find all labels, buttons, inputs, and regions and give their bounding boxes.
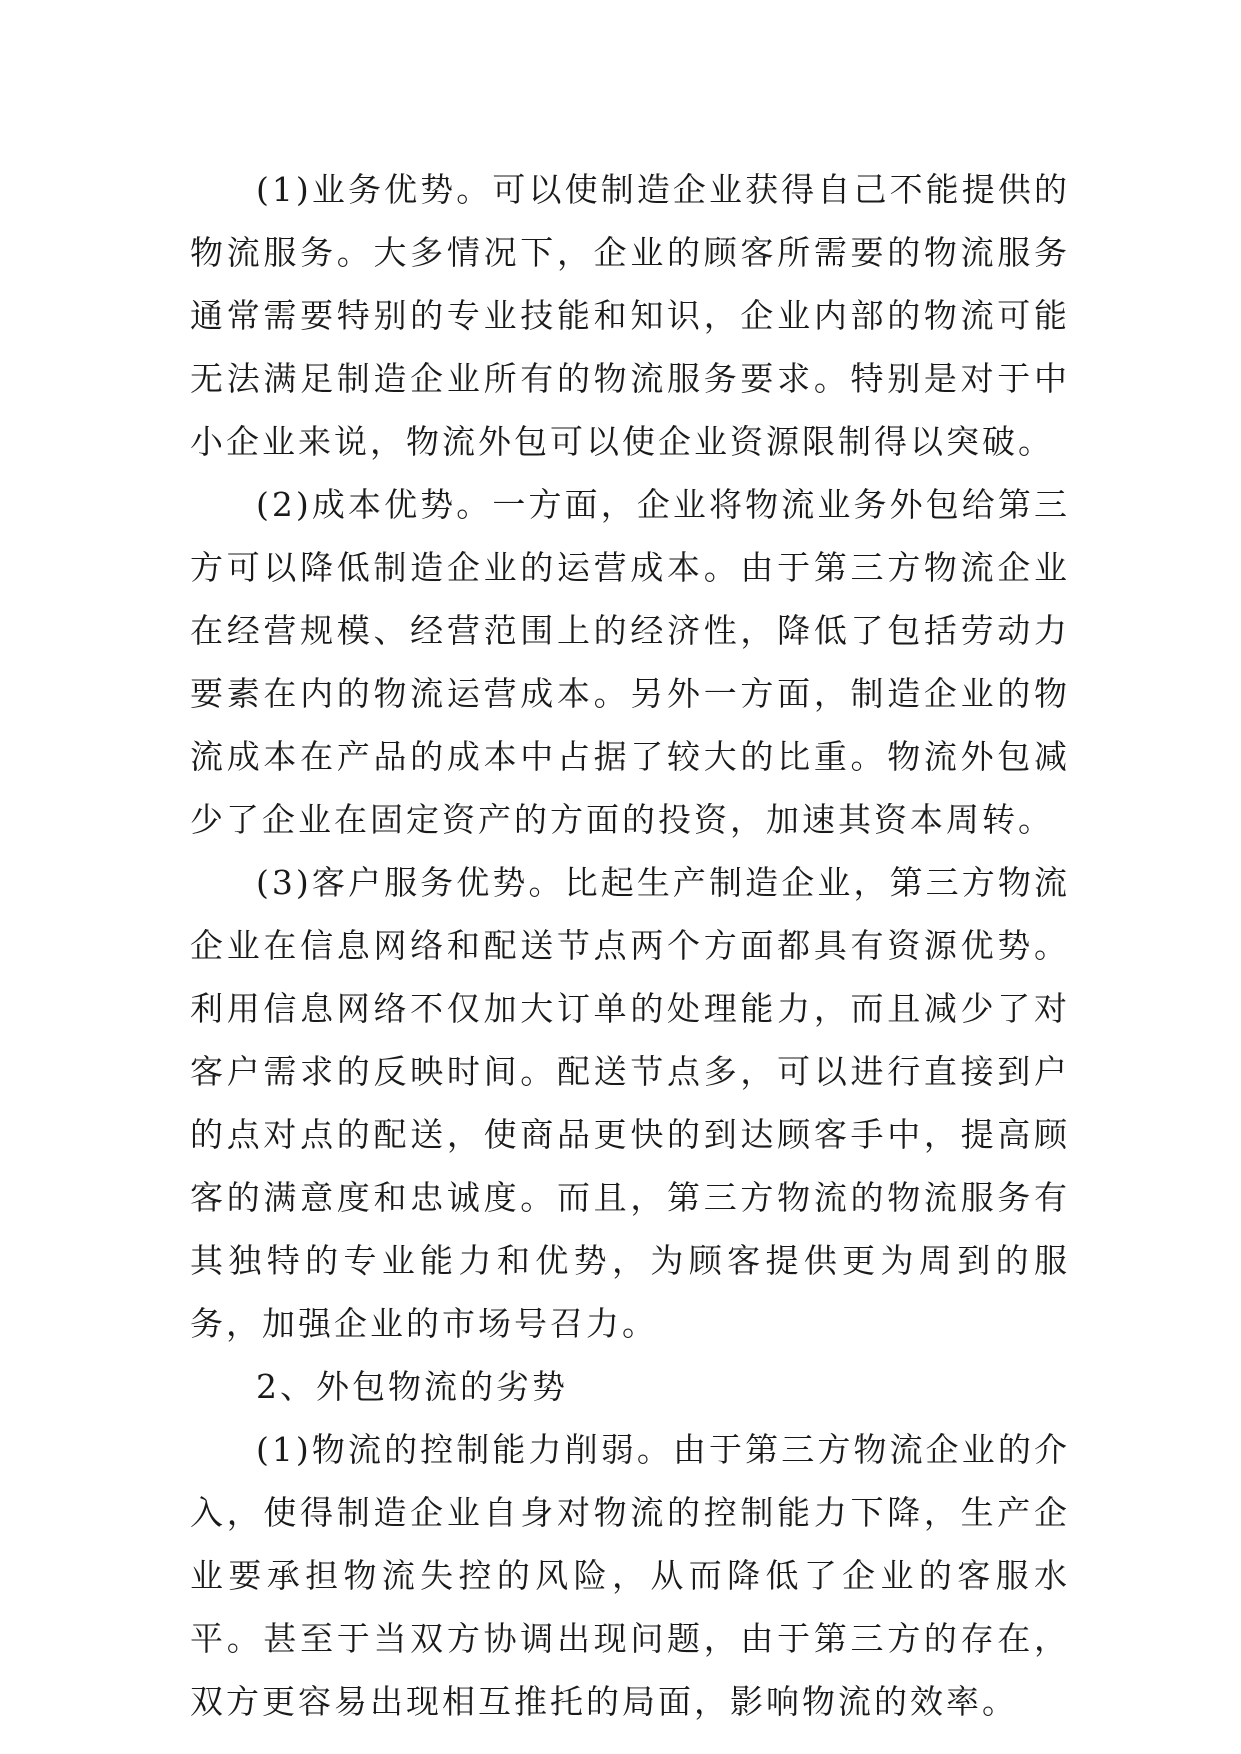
paragraph-business-advantage: (1)业务优势。可以使制造企业获得自己不能提供的物流服务。大多情况下，企业的顾客所需要的物流服务通常需要特别的专业技能和知识，企业内部的物流可能无法满足制造企业所有的物流服务要求。特别是对于中小企业来说，物流外包可以使企业资源限制得以突破。	[190, 170, 1070, 461]
paragraph-control-weakened: (1)物流的控制能力削弱。由于第三方物流企业的介入，使得制造企业自身对物流的控制能力下降，生产企业要承担物流失控的风险，从而降低了企业的客服水平。甚至于当双方协调出现问题，由于第三方的存在，双方更容易出现相互推托的局面，影响物流的效率。	[190, 1430, 1070, 1721]
section-heading-outsourcing-disadvantages: 2、外包物流的劣势	[256, 1367, 568, 1406]
paragraph-cost-advantage: (2)成本优势。一方面，企业将物流业务外包给第三方可以降低制造企业的运营成本。由于第三方物流企业在经营规模、经营范围上的经济性，降低了包括劳动力要素在内的物流运营成本。另外一方面，制造企业的物流成本在产品的成本中占据了较大的比重。物流外包减少了企业在固定资产的方面的投资，加速其资本周转。	[190, 485, 1070, 839]
paragraph-customer-service-advantage: (3)客户服务优势。比起生产制造企业，第三方物流企业在信息网络和配送节点两个方面都具有资源优势。利用信息网络不仅加大订单的处理能力，而且减少了对客户需求的反映时间。配送节点多，可以进行直接到户的点对点的配送，使商品更快的到达顾客手中，提高顾客的满意度和忠诚度。而且，第三方物流的物流服务有其独特的专业能力和优势，为顾客提供更为周到的服务，加强企业的市场号召力。	[190, 863, 1070, 1343]
document-body	[190, 158, 1070, 1733]
